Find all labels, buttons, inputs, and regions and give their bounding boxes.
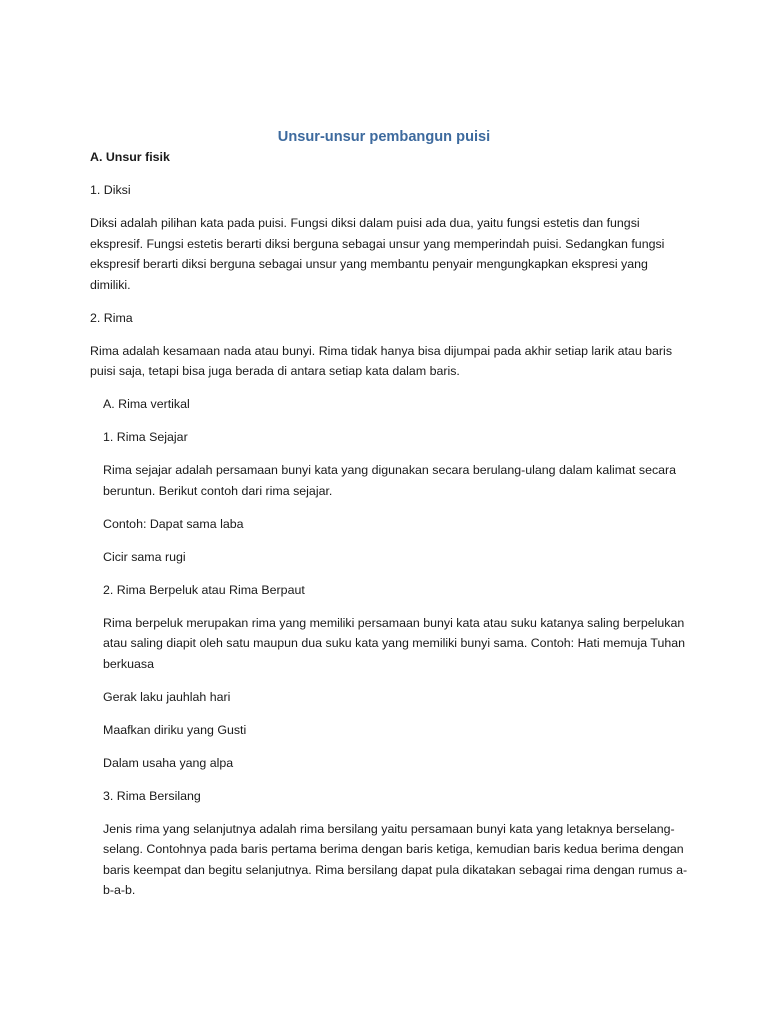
subheading-rima-vertikal: A. Rima vertikal: [103, 397, 190, 411]
paragraph-rima: Rima adalah kesamaan nada atau bunyi. Rima tidak hanya bisa dijumpai pada akhir setiap larik atau baris puisi saja, tetapi bisa juga berada di antara setiap kata dalam baris.: [90, 343, 673, 378]
example-line: Maafkan diriku yang Gusti: [103, 722, 247, 737]
example-line: Cicir sama rugi: [103, 549, 186, 564]
document-title: Unsur-unsur pembangun puisi: [277, 129, 491, 145]
subheading-rima-bersilang: 3. Rima Bersilang: [103, 788, 201, 803]
paragraph-rima-berpeluk: Rima berpeluk merupakan rima yang memiliki persamaan bunyi kata atau suku katanya saling berpelukan atau saling diapit oleh satu maupun dua suku kata yang memiliki bunyi sama. Contoh: Hati memuja Tuhan berkuasa: [103, 615, 686, 671]
subheading-diksi: 1. Diksi: [90, 183, 131, 197]
document-body: [90, 126, 690, 913]
example-line: Dalam usaha yang alpa: [103, 755, 234, 770]
paragraph-rima-bersilang: Jenis rima yang selanjutnya adalah rima bersilang yaitu persamaan bunyi kata yang letaknya berselang-selang. Contohnya pada baris pertama berima dengan baris ketiga, kemudian baris kedua berima dengan baris keempat dan begitu selanjutnya. Rima bersilang dapat pula dikatakan sebagai rima dengan rumus a-b-a-b.: [103, 821, 688, 897]
paragraph-diksi: Diksi adalah pilihan kata pada puisi. Fungsi diksi dalam puisi ada dua, yaitu fungsi estetis dan fungsi ekspresif. Fungsi estetis berarti diksi berguna sebagai unsur yang memperindah puisi. Sedangkan fungsi ekspresif berarti diksi berguna sebagai unsur yang membantu penyair mengungkapkan ekspresi yang dimiliki.: [90, 216, 665, 292]
example-line: Contoh: Dapat sama laba: [103, 516, 244, 531]
subheading-rima-berpeluk: 2. Rima Berpeluk atau Rima Berpaut: [103, 582, 305, 597]
subheading-rima: 2. Rima: [90, 310, 133, 325]
example-line: Gerak laku jauhlah hari: [103, 689, 231, 704]
paragraph-rima-sejajar: Rima sejajar adalah persamaan bunyi kata yang digunakan secara berulang-ulang dalam kalimat secara beruntun. Berikut contoh dari rima sejajar.: [103, 463, 677, 498]
section-heading-unsur-fisik: A. Unsur fisik: [90, 150, 170, 164]
subheading-rima-sejajar: 1. Rima Sejajar: [103, 430, 188, 444]
